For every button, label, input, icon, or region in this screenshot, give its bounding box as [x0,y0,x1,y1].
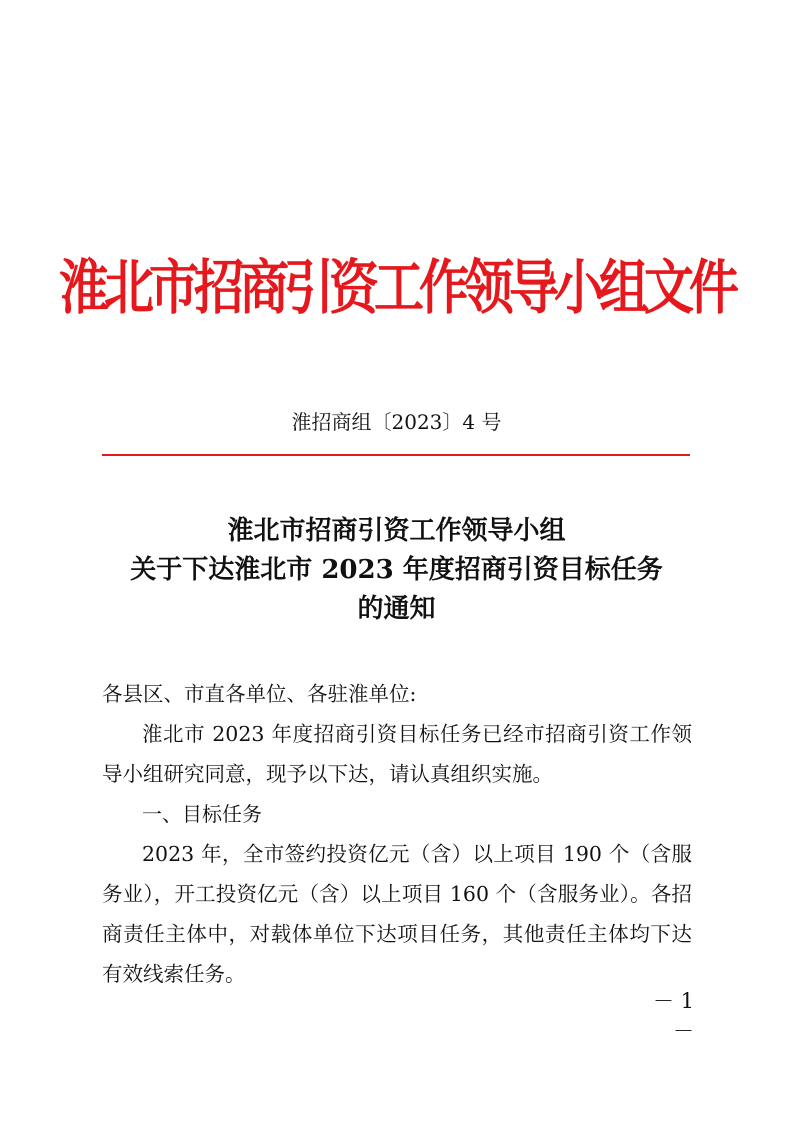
salutation: 各县区、市直各单位、各驻淮单位: [102,682,417,706]
paragraph-2-line-3: 商责任主体中，对载体单位下达项目任务，其他责任主体均下达 [102,922,692,946]
page-number: － 1 － [652,989,694,1043]
document-title [0,512,793,629]
section-heading-targets: 一、目标任务 [142,802,262,826]
paragraph-2-line-4: 有效线索任务。 [102,962,246,986]
paragraph-1-line-2: 导小组研究同意，现予以下达，请认真组织实施。 [102,762,553,786]
document-number: 淮招商组〔2023〕4 号 [291,410,502,434]
issuing-org-title: 淮北市招商引资工作领导小组文件 [59,252,734,323]
paragraph-2-line-1: 2023 年，全市签约投资亿元（含）以上项目 190 个（含服 [142,842,692,866]
title-line-2: 关于下达淮北市 2023 年度招商引资目标任务 [130,555,663,585]
red-divider-line [102,454,690,456]
title-line-1: 淮北市招商引资工作领导小组 [227,516,566,546]
paragraph-2-line-2: 务业），开工投资亿元（含）以上项目 160 个（含服务业）。各招 [102,882,692,906]
title-line-3: 的通知 [357,594,436,624]
paragraph-1-line-1: 淮北市 2023 年度招商引资目标任务已经市招商引资工作领 [142,722,692,746]
